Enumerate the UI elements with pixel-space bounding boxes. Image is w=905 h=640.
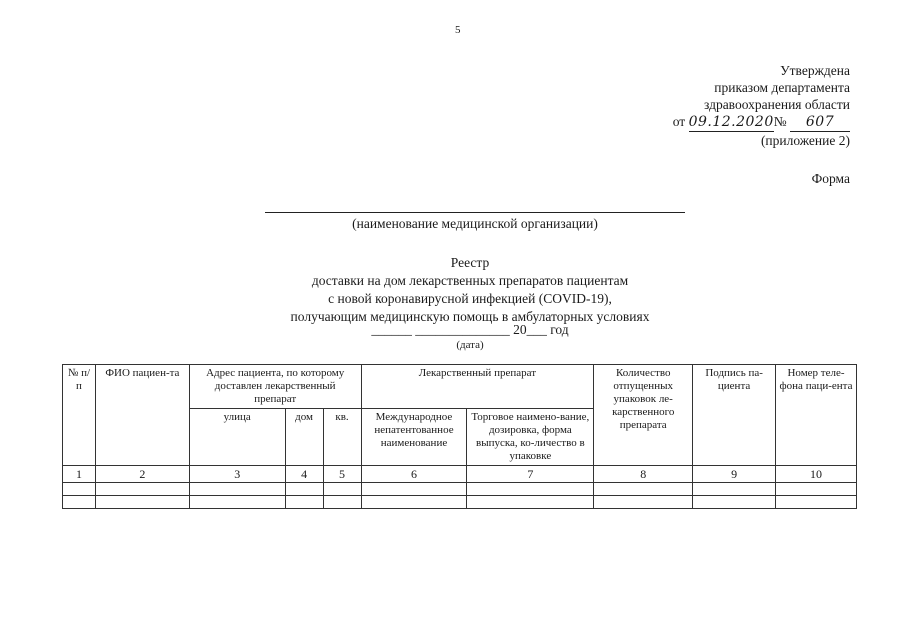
col-number-cell: 5 [323,466,361,483]
table-cell [323,483,361,496]
header-house: дом [285,409,323,466]
col-number-cell: 9 [693,466,776,483]
table-cell [594,496,693,509]
header-street: улица [189,409,285,466]
table-cell [95,483,189,496]
table-cell [776,483,857,496]
table-cell [594,483,693,496]
appendix-label: (приложение 2) [760,133,850,148]
register-title [255,254,685,326]
form-label: Форма [811,171,850,186]
table-cell [63,496,96,509]
approval-line-2: приказом департамента [714,80,850,95]
table-row [63,483,857,496]
number-sign: № [773,114,787,129]
col-number-cell: 7 [467,466,594,483]
title-line-4: получающим медицинскую помощь в амбулаторных условиях [290,309,650,324]
title-line-2: доставки на дом лекарственных препаратов пациентам [311,273,629,288]
table-row [63,496,857,509]
table-cell [693,496,776,509]
date-line [255,322,685,338]
header-row-1 [63,365,857,409]
table-cell [361,483,467,496]
header-signature: Подпись па-циента [693,365,776,466]
header-qty: Количество отпущенных упаковок ле-карственного препарата [594,365,693,466]
approval-line-1: Утверждена [780,63,850,78]
year-word: год [550,322,569,337]
col-number-cell: 1 [63,466,96,483]
header-num: № п/п [63,365,96,466]
header-inn: Международное непатентованное наименование [361,409,467,466]
page-number: 5 [455,24,461,36]
header-phone: Номер теле-фона паци-ента [776,365,857,466]
handwritten-date: 09.12.2020 [688,114,774,130]
column-number-row [63,466,857,483]
table-cell [361,496,467,509]
header-address: Адрес пациента, по которому доставлен лекарственный препарат [189,365,361,409]
approval-date-line [590,113,850,132]
title-line-1: Реестр [450,255,490,270]
org-name-line [265,212,685,213]
col-number-cell: 2 [95,466,189,483]
table-cell [467,483,594,496]
table-cell [285,496,323,509]
header-trade: Торговое наимено-вание, дозировка, форма выпуска, ко-личество в упаковке [467,409,594,466]
date-caption: (дата) [456,339,484,351]
handwritten-number: 607 [790,114,850,132]
header-apt: кв. [323,409,361,466]
approval-line-3: здравоохранения области [703,97,850,112]
year-prefix: 20 [513,322,527,337]
table-cell [467,496,594,509]
year-blank: ___ [526,322,547,337]
table-cell [189,496,285,509]
col-number-cell: 8 [594,466,693,483]
table-cell [693,483,776,496]
title-line-3: с новой коронавирусной инфекцией (COVID-19), [328,291,612,306]
header-fio: ФИО пациен-та [95,365,189,466]
col-number-cell: 6 [361,466,467,483]
register-table [62,364,857,509]
table-cell [776,496,857,509]
from-prefix: от [672,114,686,129]
date-blank: ______ ______________ [371,322,510,337]
approval-block [590,62,850,149]
table-cell [285,483,323,496]
org-caption: (наименование медицинской организации) [352,216,598,231]
col-number-cell: 4 [285,466,323,483]
table-cell [323,496,361,509]
col-number-cell: 3 [189,466,285,483]
table-cell [63,483,96,496]
table-cell [95,496,189,509]
header-drug: Лекарственный препарат [361,365,594,409]
col-number-cell: 10 [776,466,857,483]
table-cell [189,483,285,496]
